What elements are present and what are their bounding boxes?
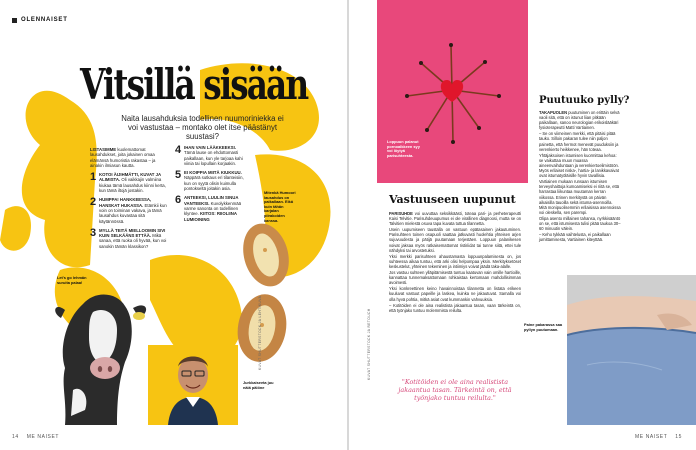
page-number: 14: [12, 434, 19, 440]
article-paragraph: [389, 303, 521, 313]
list-item: [175, 170, 247, 191]
article-paragraph: [389, 211, 521, 226]
item-number: 4: [175, 144, 182, 156]
paragraph-text: Yksi konkreettinen keino havainnoistaa tilannetta on listata erikeen kuuluvat vastuut papeille ja laskea, kuinka ne jakautuvat. Samalla voi olla hyvä pohtia, mitkä asiat ovat kummankin vahvuuksia.: [389, 286, 521, 302]
paragraph-lead: TAKAPUOLEN: [539, 110, 568, 115]
paragraph-text: voi uuvuttaa seksikkäästi, toteaa pari- ja perheterapeutti Kaisi Telvitie. Parisuhdeuupumus ei ole virallinen diagnoosi, mutta se on Talvitien mielestä osuva tapa kuvata tuttua tilannetta.: [389, 211, 522, 227]
article-body: [389, 211, 521, 314]
paragraph-text: – Keho tykkää vaihtelusta, ei paikallaan jumittamisesta, Vartiainen kiteyttää.: [539, 232, 611, 243]
item-trailer: KIITOS: RIIOLIINA LUMIOINING: [184, 211, 237, 222]
item-text: Mikä sanaa, että ruoka oli hyvää, kun voi sanokin tämän klassikon?: [99, 233, 167, 249]
sidebar-paragraph: [539, 179, 621, 215]
man-photo: [148, 345, 238, 425]
intro-paragraph: [90, 147, 168, 168]
item-title: HUMPPA! HANKKEESSA, HANSKAT HUKASSA.: [99, 197, 152, 208]
cow-caption: Let's go lehmän suruita palaa!: [57, 275, 87, 285]
list-item: [175, 195, 247, 221]
item-text: Tämä lause on ehdottomasti paikallaan, kun yle tarjoaa kahi viinia tai lopullain korjaakin.: [184, 150, 243, 166]
page-number: 15: [675, 434, 682, 440]
right-page: [349, 0, 696, 450]
sidebar-title: Puutuuko pylly?: [539, 95, 630, 106]
item-title: KOTOI ÄIJIHMÄTTI, KUVAT JA ALIMISTA.: [99, 172, 161, 183]
sidebar-paragraph: [539, 110, 621, 130]
article-paragraph: [389, 270, 521, 285]
paragraph-text: – Se on viimeinen merkki, että pitäisi pitää tauko. Silloin pakaran tulee niin paljon painetta, että hermot menevät puuduksiin ja verenkierto heikkenee, hän toteaa.: [539, 131, 619, 152]
item-text: Näppärä sutkaus eri tilanteisiin, kun on syytä olisin kuimulla pontokseltä joitakin asia.: [184, 175, 244, 192]
article-column-2: [175, 145, 247, 226]
right-photo-credits: KUVAT SHUTTERSTOCK JA RETOUCH: [367, 308, 371, 380]
section-square-icon: [12, 18, 17, 23]
intro-bold: LISTASIMME: [90, 147, 117, 152]
karelian-pies-photo: [232, 220, 300, 370]
paragraph-text: Yksi merkki parisuhteen ahaustamasta loppuunpalamisesta on, jos suhteessa aikaa tuntuu, että arki olisi helpompaa yksin. Merkityksetöset keskustelut, yhteinen tekeminen ja intiimiys voivat jäädä taka-alalle.: [389, 253, 521, 269]
photo-credits: KUVAT SHUTTERSTOCK JA LEHTIKUVA: [258, 295, 262, 370]
sidebar-paragraph: [539, 131, 621, 151]
sidebar-paragraph: [539, 153, 621, 178]
paragraph-text: puutuminen on erittäin selvä vaoli sitä, että on istunut liian pitkään paikallaan, sanoo neurologian erikoislääkäri fysioterapeutti Matti Vartiainen.: [539, 110, 620, 131]
lead-text: Naita lausahduksia todellinen nuumoriniekka ei voi vastustaa – montako olet itse päästänyt suustasi?: [121, 114, 284, 141]
pies-caption: Mitenkä Humoori lausahdus on paikallaan. Eikä kuin tähän karjalan piirakoiden kanssa.: [264, 190, 296, 223]
sidebar-paragraph: [539, 232, 621, 242]
article-column-1: [90, 147, 168, 253]
paragraph-text: Vartiainen mukaan runsaan istumisen terveyshaittoja kumoamiseksi ei riitä se, että harrastaa liikuntaa muutaman kerran viikossa. Erinen merkitystä on päivän aikaisilla tauoilla sekä istuma-asennoilla. Mitä monipuolisemmin erilaisissa asennoissa voi oleskella, sen parempi.: [539, 179, 621, 215]
left-page: [0, 0, 347, 450]
paragraph-lead: PARISUHDE: [389, 211, 413, 216]
item-title: IHAN VAIN LÄÄKKEEKSI.: [184, 145, 236, 150]
left-footer: [12, 434, 59, 440]
item-text: Kuvolykkenmää varme sanonta on todellinen klyntee.: [184, 200, 242, 217]
paragraph-text: Yhtäjaksoisen istumisen kuormittaa kehoa: se vaikuttaa muun muassa aineenvaihduntaan ja verenkiertoelimistöön. Myös erilaiset niska-, hartia- ja lanikkavaivat ovat istumatyöläisille hyvin tavallisia.: [539, 152, 619, 179]
list-item: [90, 197, 168, 223]
item-title: EI KOIPPIA MIITÄ KIUKKUU.: [184, 170, 242, 176]
item-number: 5: [175, 169, 182, 182]
list-item: [175, 145, 247, 166]
right-footer: [635, 434, 682, 440]
article-paragraph: [389, 254, 521, 269]
paragraph-text: Jos vastuu suhteen ylläpitämisestä tuntuu kaatuvan vain omille hartioille, kannattaa tunnemaksattomaan rohkaistaa kertomaan mahdollisimman avoimesti.: [389, 270, 521, 286]
paragraph-text: Olipa asento millainen tahansa, nyrkkisääntö on se, että istumisesta tulisi pitää taukoa 30–60 minuutin välein.: [539, 215, 621, 232]
footer-magazine: ME NAISET: [635, 434, 668, 440]
sidebar-paragraph: [539, 216, 621, 231]
pull-quote: "Kotitöiden ei ole aina realistista jakaantua tasan. Tärkeintä on, että työnjako tuntuu reilulta.": [398, 378, 512, 402]
paragraph-text: – Kotitöiden ei ole aina realistista jakaantua tasan, vaan tärkeintä on, että työnjako tuntuu molemmista reilulta.: [389, 302, 521, 313]
item-number: 2: [90, 196, 97, 209]
belly-photo-caption: Paine pakarassa saa pyllyn puutumaan.: [524, 322, 563, 332]
item-number: 1: [90, 171, 97, 184]
paragraph-text: Usein uupumiseen taustalla on vastuun epätasainen jakautuminen. Parisuhteen toinen osapuoli saattaa jatkuvasti huolehtia yhteisen arjen sujuvuudesta ja pätijä puutamaan terjestäen. Loppuun palanikesen voivat jaksaa myös ratkaisemattomat ristiriidat tai tunne siitä, ettei tule nähdyksi tai arvostetuksi.: [389, 227, 521, 253]
pink-photo-caption: Loppuun palanut pornoalkkeen syy voi löytyä parisuhteesta.: [387, 139, 420, 158]
section-tag: [12, 17, 68, 23]
jeans-photo: [567, 275, 696, 425]
item-text: Etämkii kun voin on toiminan vakava, ja tämä lausahdus kuvastaa sitä käytännössä.: [99, 202, 167, 224]
sidebar-body: [539, 110, 621, 243]
list-item: [90, 228, 168, 249]
article-title: Vastuuseen uupunut: [389, 193, 516, 206]
headline: Vitsillä sisään: [80, 60, 308, 109]
item-number: 3: [90, 226, 97, 239]
item-title: MYLLÄ TEITÄ MIELLOOMIN SIVI KUIN SELKÄÄNS ETTÄÄ.: [99, 227, 166, 239]
man-caption: Jurkkaiseeta juu näiä pälöne: [243, 380, 274, 390]
item-title: ANTEEKSI, LUULIN SINUA VANTEEKSI.: [184, 195, 239, 206]
section-label: OLENNAISET: [21, 17, 68, 23]
item-number: 6: [175, 194, 182, 207]
cow-photo: [55, 290, 150, 425]
intro-text: kuolemattomat lausahdukset, joita jokainen omaa elämänsä humoristia rakastaa – ja ainakin ilmiasun kautta.: [90, 147, 156, 168]
article-paragraph: [389, 286, 521, 301]
list-item: [90, 172, 168, 193]
article-paragraph: [389, 227, 521, 252]
item-text: Oli vaikkajin valmiina kiukaa tämä lausahdus kiinni kerta, kun tämä iltojä jostakin.: [99, 177, 166, 194]
footer-magazine: ME NAISET: [26, 434, 60, 440]
